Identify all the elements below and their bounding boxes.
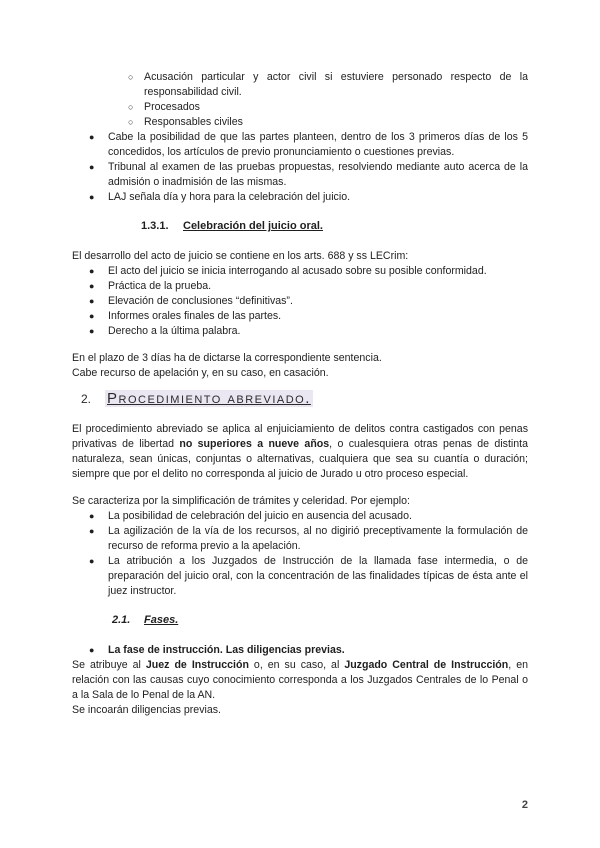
hollow-bullet-icon: ○ <box>128 117 134 127</box>
list-item: ● Elevación de conclusiones “definitivas”. <box>89 295 293 307</box>
heading-procedimiento-abreviado <box>72 391 528 407</box>
paragraph-sentencia: En el plazo de 3 días ha de dictarse la correspondiente sentencia. <box>72 352 382 364</box>
paragraph-intro: El desarrollo del acto de juicio se contiene en los arts. 688 y ss LECrim: <box>72 250 409 262</box>
list-item: ● Informes orales finales de las partes. <box>89 310 282 322</box>
list-item: ○ Responsables civiles <box>128 116 243 128</box>
list-item: ● Derecho a la última palabra. <box>89 325 241 337</box>
paragraph-recurso: Cabe recurso de apelación y, en su caso, en casación. <box>72 367 329 379</box>
heading-number: 2. <box>81 392 92 406</box>
heading-title: Fases. <box>144 614 179 626</box>
list-item: ● La fase de instrucción. Las diligencias previas. <box>89 644 345 656</box>
list-item: ● Práctica de la prueba. <box>89 280 212 292</box>
paragraph-caracteristicas: Se caracteriza por la simplificación de trámites y celeridad. Por ejemplo: <box>72 495 410 507</box>
bullet-icon: ● <box>89 162 95 172</box>
bullet-icon: ● <box>89 645 95 655</box>
list-procedure-steps <box>72 130 528 205</box>
list-item: ● Cabe la posibilidad de que las partes planteen, dentro de los 3 primeros días de los 5 concedidos, los artículos de previo pronunciamiento o cuestiones previas. <box>89 131 528 158</box>
bullet-icon: ● <box>89 266 95 276</box>
bullet-icon: ● <box>89 511 95 521</box>
bullet-icon: ● <box>89 281 95 291</box>
list-juicio-steps <box>72 264 528 339</box>
list-item: ● La agilización de la vía de los recursos, al no digirió preceptivamente la formulación de recurso de reforma previo a la apelación. <box>89 525 528 552</box>
bullet-icon: ● <box>89 192 95 202</box>
heading-fases <box>72 613 528 628</box>
bullet-icon: ● <box>89 326 95 336</box>
bullet-icon: ● <box>89 526 95 536</box>
paragraph-atribucion: Se atribuye al Juez de Instrucción o, en su caso, al Juzgado Central de Instrucción, en relación con las causas cuyo conocimiento corresponda a los Juzgados Centrales de lo Penal o a la Sala de lo Penal de la AN. <box>72 659 528 701</box>
paragraph-ambito: El procedimiento abreviado se aplica al enjuiciamiento de delitos contra castigados con penas privativas de libertad no superiores a nueve años, o cualesquiera otras penas de distinta naturaleza, sean únicas, conjuntas o alternativas, cualquiera que sea su cuantía o duración; siempre que por el delito no corresponda al juicio de Jurado u otro proceso especial. <box>72 423 528 480</box>
bullet-icon: ● <box>89 311 95 321</box>
list-fase <box>72 643 528 658</box>
bullet-icon: ● <box>89 132 95 142</box>
list-item: ● LAJ señala día y hora para la celebración del juicio. <box>89 191 351 203</box>
list-item: ● La posibilidad de celebración del juicio en ausencia del acusado. <box>89 510 412 522</box>
page-number: 2 <box>521 799 528 811</box>
hollow-bullet-icon: ○ <box>128 72 134 82</box>
hollow-bullet-icon: ○ <box>128 102 134 112</box>
sublist-parties <box>72 70 528 130</box>
list-item: ○ Acusación particular y actor civil si estuviere personado respecto de la responsabilidad civil. <box>128 71 528 98</box>
bullet-icon: ● <box>89 556 95 566</box>
paragraph-diligencias: Se incoarán diligencias previas. <box>72 704 221 716</box>
heading-number: 1.3.1. <box>141 220 169 232</box>
list-item: ● La atribución a los Juzgados de Instrucción de la llamada fase intermedia, o de preparación del juicio oral, con la concentración de las finalidades típicas de ésta ante el juez instructor. <box>89 555 528 597</box>
heading-title: Celebración del juicio oral. <box>183 220 323 232</box>
heading-title: Procedimiento abreviado. <box>107 390 311 407</box>
list-caracteristicas <box>72 509 528 599</box>
heading-celebracion-juicio <box>72 219 528 234</box>
list-item: ○ Procesados <box>128 101 200 113</box>
heading-number: 2.1. <box>112 614 131 626</box>
list-item: ● El acto del juicio se inicia interrogando al acusado sobre su posible conformidad. <box>89 265 487 277</box>
page-content <box>72 70 528 718</box>
bullet-icon: ● <box>89 296 95 306</box>
list-item: ● Tribunal al examen de las pruebas propuestas, resolviendo mediante auto acerca de la admisión o inadmisión de las mismas. <box>89 161 528 188</box>
